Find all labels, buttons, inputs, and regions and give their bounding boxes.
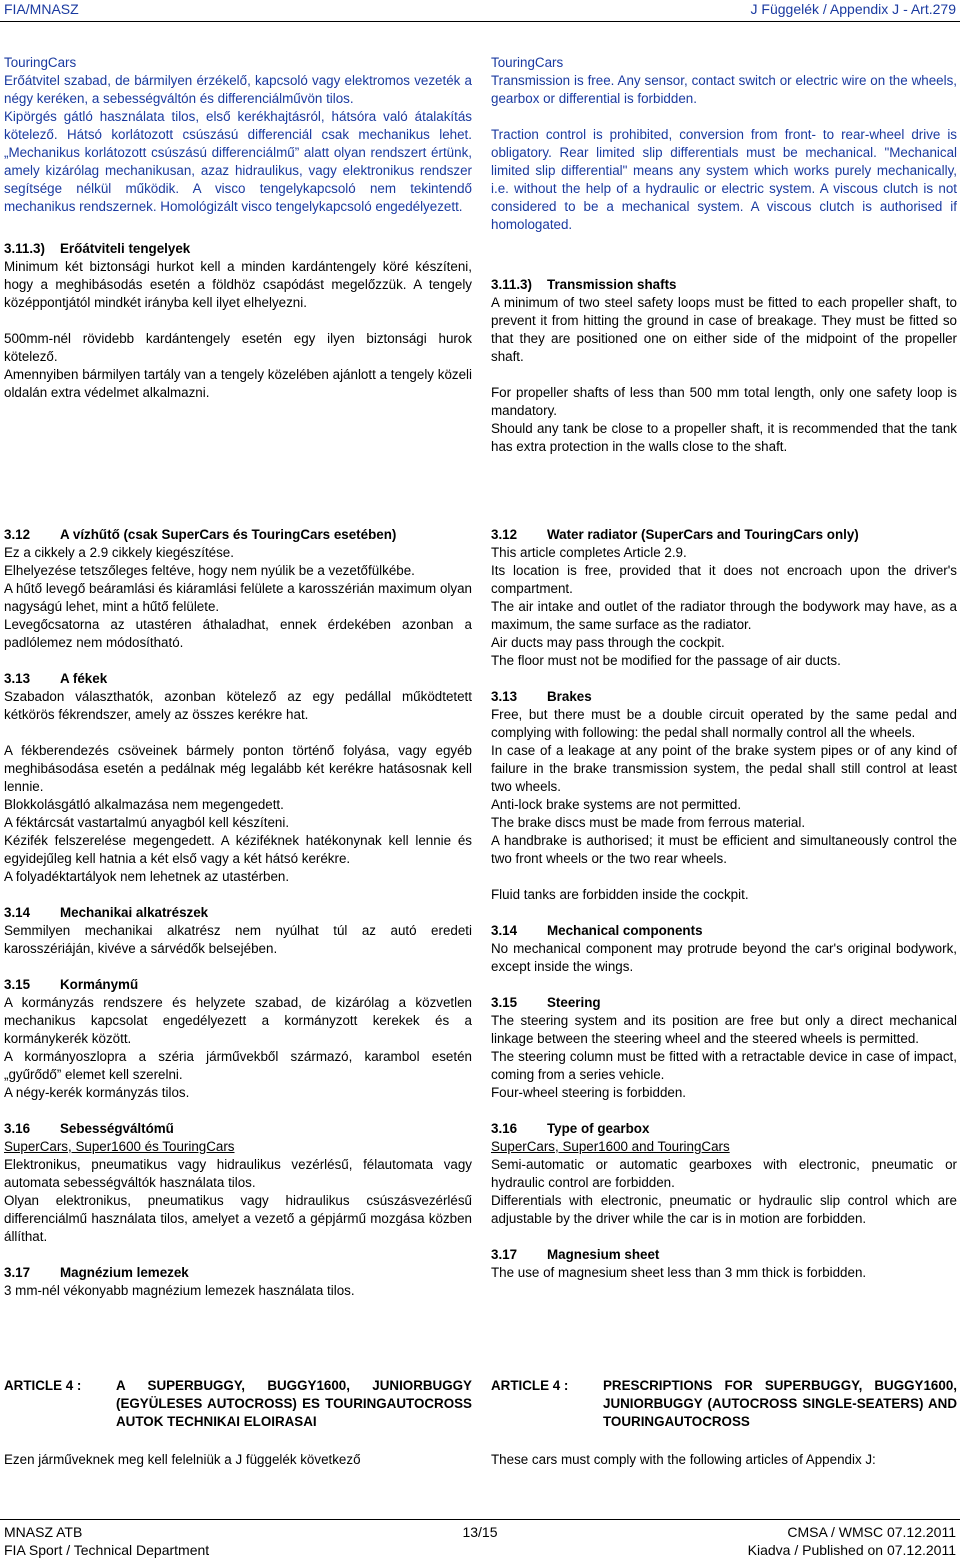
touring-p2-en: Traction control is prohibited, conversion from front- to rear-wheel drive is obligatory. Rear limited slip differentials must be mechanical. "Mechanical limited slip differential" means any system which works purely mechanically, i.e. without the help of a hydraulic or electric system. A viscous clutch is not considered to be a mechanical system. A viscous clutch is authorised if homologated. <box>491 127 957 232</box>
article-hu <box>4 1377 472 1469</box>
article-p1: Ezen járműveknek meg kell felelniük a J függelék következő <box>4 1452 361 1467</box>
left-column-top <box>4 54 472 402</box>
radiator-line-en: This article completes Article 2.9. <box>491 545 687 560</box>
radiator-line-en: The air intake and outlet of the radiator through the bodywork may have, as a maximum, the same surface as the radiator. <box>491 599 957 632</box>
shafts-p2: 500mm-nél rövidebb kardántengely esetén egy ilyen biztonsági hurok kötelező. <box>4 331 472 364</box>
touring-title: TouringCars <box>4 55 77 70</box>
shafts-p3: Amennyiben bármilyen tartály van a tengely közelében ajánlott a tengely közeli oldalán extra védelmet alkalmazni. <box>4 367 472 400</box>
steer-line-en: The steering system and its position are free but only a direct mechanical linkage between the steering wheel and the steered wheels is permitted. <box>491 1013 957 1046</box>
brakes-line: Blokkolásgátló alkalmazása nem megengedett. <box>4 797 284 812</box>
gear-line-en: Differentials with electronic, pneumatic or hydraulic slip control which are adjustable by the driver while the car is in motion are forbidden. <box>491 1193 957 1226</box>
brakes-heading-en: 3.13 Brakes <box>491 689 592 704</box>
touring-title-en: TouringCars <box>491 55 564 70</box>
section-heading-en: 3.11.3) Transmission shafts <box>491 277 677 292</box>
page-footer <box>0 1519 960 1561</box>
article-heading <box>4 1377 472 1431</box>
page-header <box>0 0 960 22</box>
gear-line: Olyan elektronikus, pneumatikus vagy hidraulikus csúszásvezérlésű differenciálmű használata tilos, amelyet a vezető a gépjármű mozgása közben állíthat. <box>4 1193 472 1244</box>
mag-heading: 3.17 Magnézium lemezek <box>4 1265 189 1280</box>
article-label: ARTICLE 4 : <box>4 1378 82 1393</box>
shafts-p1-en: A minimum of two steel safety loops must be fitted to each propeller shaft, to prevent it from hitting the ground in case of breakage. They must be fitted so that they are positioned one on either side of the midpoint of the propeller shaft. <box>491 295 957 364</box>
brakes-line: A folyadéktartályok nem lehetnek az utastérben. <box>4 869 290 884</box>
brakes-line-en: A handbrake is authorised; it must be efficient and simultaneously control the two front wheels or the two rear wheels. <box>491 833 957 866</box>
article-heading-en <box>491 1377 957 1431</box>
gear-line: Elektronikus, pneumatikus vagy hidraulikus vezérlésű, félautomata vagy automata sebességváltók használata tilos. <box>4 1157 472 1190</box>
mech-p1-en: No mechanical component may protrude beyond the car's original bodywork, except inside the wings. <box>491 941 957 974</box>
gear-heading: 3.16 Sebességváltómű <box>4 1121 174 1136</box>
brakes-line: Kézifék felszerelése megengedett. A kéziféknek hatékonynak kell lennie és egyidejűleg kell hatnia a két első vagy a két hátsó kerékre. <box>4 833 472 866</box>
brakes-p3-en: Fluid tanks are forbidden inside the cockpit. <box>491 887 749 902</box>
touring-p1: Erőátvitel szabad, de bármilyen érzékelő, kapcsoló vagy elektromos vezeték a négy keréken, a sebességváltón és differenciálművön tilos. <box>4 73 472 106</box>
brakes-line: A féktárcsát vastartalmú anyagból kell készíteni. <box>4 815 290 830</box>
section-heading: 3.11.3) Erőátviteli tengelyek <box>4 241 191 256</box>
radiator-line-en: The floor must not be modified for the passage of air ducts. <box>491 653 841 668</box>
shafts-p1: Minimum két biztonsági hurkot kell a minden kardántengely köré készíteni, hogy a meghibásodás esetén a földhöz csapódást megelőzzük. A tengely középpontjától mindkét irányba kell ilyet elhelyezni. <box>4 259 472 310</box>
gear-sub-en: SuperCars, Super1600 and TouringCars <box>491 1139 730 1154</box>
gear-line-en: Semi-automatic or automatic gearboxes with electronic, pneumatic or hydraulic control are forbidden. <box>491 1157 957 1190</box>
radiator-line: Elhelyezése tetszőleges feltéve, hogy nem nyúlik be a vezetőfülkébe. <box>4 563 415 578</box>
steer-line: A kormányzás rendszere és helyzete szabad, de kizárólag a közvetlen mechanikus kapcsolat engedélyezett a kormányzott kerekek és a kormánykerék között. <box>4 995 472 1046</box>
radiator-line: Levegőcsatorna az utastéren áthaladhat, ennek érdekében azonban a padlólemez nem módosítható. <box>4 617 472 650</box>
header-right: J Függelék / Appendix J - Art.279 <box>750 1 956 17</box>
mech-p1: Semmilyen mechanikai alkatrész nem nyúlhat túl az autó eredeti karosszériáján, kivéve a sárvédők belsejében. <box>4 923 472 956</box>
radiator-line-en: Air ducts may pass through the cockpit. <box>491 635 725 650</box>
brakes-p1: Szabadon választhatók, azonban kötelező az egy pedállal működtetett kétkörös fékrendszer, amely az összes kerékre hat. <box>4 689 472 722</box>
steer-heading-en: 3.15 Steering <box>491 995 601 1010</box>
brakes-line-en: In case of a leakage at any point of the brake system pipes or of any kind of failure in the brake transmission system, the pedal shall still control at least two wheels. <box>491 743 957 794</box>
steer-line: A négy-kerék kormányzás tilos. <box>4 1085 190 1100</box>
article-title: A SUPERBUGGY, BUGGY1600, JUNIORBUGGY (EGYÜLESES AUTOCROSS) ES TOURINGAUTOCROSS AUTOK TECHNIKAI ELOIRASAI <box>116 1378 472 1429</box>
mag-heading-en: 3.17 Magnesium sheet <box>491 1247 660 1262</box>
gear-heading-en: 3.16 Type of gearbox <box>491 1121 650 1136</box>
footer-left1: MNASZ ATB <box>4 1524 83 1540</box>
brakes-p1-en: Free, but there must be a double circuit operated by the same pedal and complying with following: the pedal shall normally control all the wheels. <box>491 707 957 740</box>
article-p1-en: These cars must comply with the following articles of Appendix J: <box>491 1452 876 1467</box>
touring-p1-en: Transmission is free. Any sensor, contact switch or electric wire on the wheels, gearbox or differential is forbidden. <box>491 73 957 106</box>
steer-heading: 3.15 Kormánymű <box>4 977 139 992</box>
page-number: 13/15 <box>462 1524 498 1540</box>
steer-line-en: Four-wheel steering is forbidden. <box>491 1085 687 1100</box>
radiator-line: Ez a cikkely a 2.9 cikkely kiegészítése. <box>4 545 234 560</box>
radiator-line: A hűtő levegő beáramlási és kiáramlási felülete a karosszérián maximum olyan nagyságú lehet, mint a hűtő felülete. <box>4 581 472 614</box>
shafts-p2-en: For propeller shafts of less than 500 mm total length, only one safety loop is mandatory. <box>491 385 957 418</box>
radiator-heading: 3.12 A vízhűtő (csak SuperCars és TouringCars esetében) <box>4 527 397 542</box>
article-label-en: ARTICLE 4 : <box>491 1378 569 1393</box>
article-en <box>491 1377 957 1469</box>
mech-heading-en: 3.14 Mechanical components <box>491 923 703 938</box>
footer-right2: Kiadva / Published on 07.12.2011 <box>747 1542 956 1558</box>
steer-line: A kormányoszlopra a széria járművekből származó, karambol esetén „gyűrődő” elemet kell szerelni. <box>4 1049 472 1082</box>
brakes-line: A fékberendezés csöveinek bármely ponton történő folyása, vagy egyéb meghibásodása esetén a pedálnak még legalább két kerékre hatásosnak kell lennie. <box>4 743 472 794</box>
right-column-top <box>491 54 957 456</box>
brakes-heading: 3.13 A fékek <box>4 671 108 686</box>
brakes-line-en: The brake discs must be made from ferrous material. <box>491 815 806 830</box>
shafts-p3-en: Should any tank be close to a propeller shaft, it is recommended that the tank has extra protection in the walls close to the shaft. <box>491 421 957 454</box>
header-left: FIA/MNASZ <box>4 1 79 17</box>
radiator-line-en: Its location is free, provided that it does not encroach upon the driver's compartment. <box>491 563 957 596</box>
right-column-middle <box>491 526 957 1282</box>
radiator-heading-en: 3.12 Water radiator (SuperCars and TouringCars only) <box>491 527 859 542</box>
left-column-middle <box>4 526 472 1300</box>
touring-p2: Kipörgés gátló használata tilos, első kerékhajtásról, hátsóra való átalakítás kötelező. Hátsó korlátozott csúszású differenciál csak mechanikus lehet. „Mechanikus korlátozott csúszású differenciálmű” alatt olyan rendszert értünk, amely kizárólag mechanikusan, azaz hidraulikus, vagy elektronikus rendszer segítsége nélkül működik. A visco tengelykapcsoló nem tekintendő mechanikus rendszernek. Homológizált visco tengelykapcsoló engedélyezett. <box>4 109 472 214</box>
mag-p1-en: The use of magnesium sheet less than 3 mm thick is forbidden. <box>491 1265 867 1280</box>
footer-left2: FIA Sport / Technical Department <box>4 1542 210 1558</box>
mag-p1: 3 mm-nél vékonyabb magnézium lemezek használata tilos. <box>4 1283 355 1298</box>
steer-line-en: The steering column must be fitted with a retractable device in case of impact, coming from a series vehicle. <box>491 1049 957 1082</box>
brakes-line-en: Anti-lock brake systems are not permitted. <box>491 797 742 812</box>
article-title-en: PRESCRIPTIONS FOR SUPERBUGGY, BUGGY1600, JUNIORBUGGY (AUTOCROSS SINGLE-SEATERS) AND TOURINGAUTOCROSS <box>603 1378 957 1429</box>
mech-heading: 3.14 Mechanikai alkatrészek <box>4 905 209 920</box>
gear-sub: SuperCars, Super1600 és TouringCars <box>4 1139 235 1154</box>
footer-right1: CMSA / WMSC 07.12.2011 <box>787 1524 956 1540</box>
